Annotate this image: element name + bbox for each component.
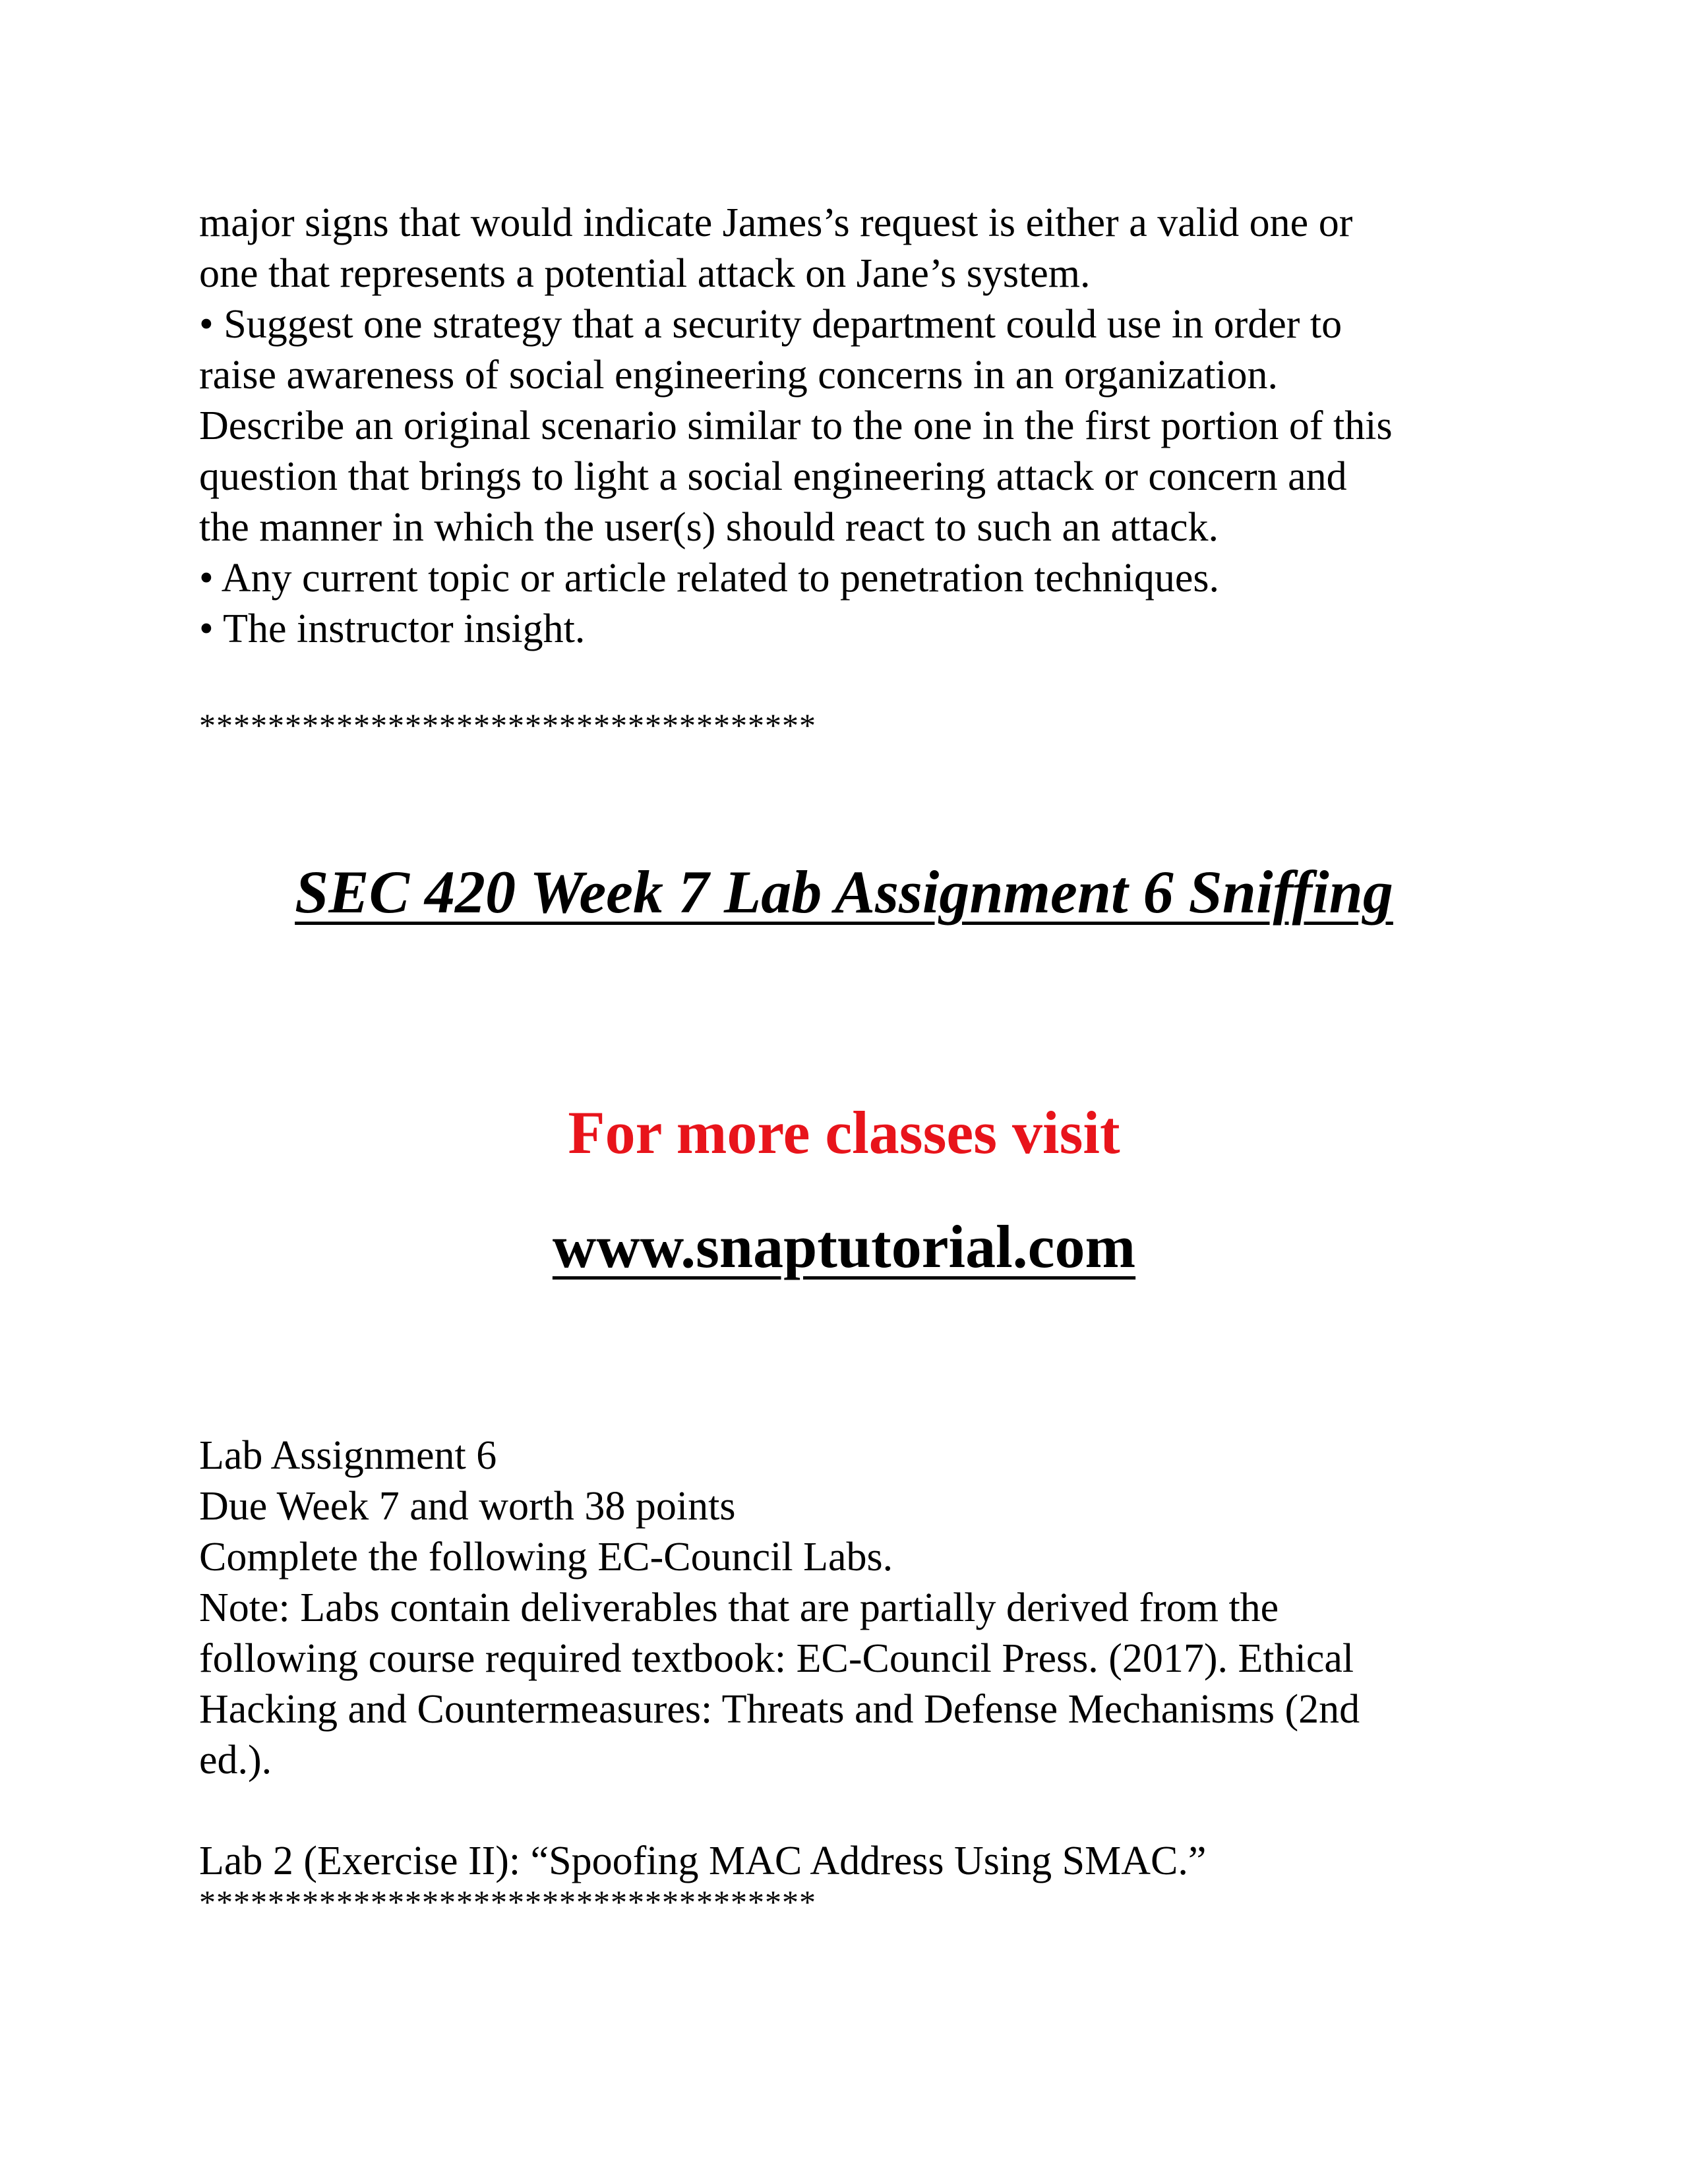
intro-bullet-line: • Suggest one strategy that a security department could use in order to xyxy=(199,302,1342,347)
assignment-line: Due Week 7 and worth 38 points xyxy=(199,1484,736,1529)
promo-text: For more classes visit xyxy=(568,1099,1120,1166)
intro-bullet-line: • Any current topic or article related to penetration techniques. xyxy=(199,556,1220,601)
page-title: SEC 420 Week 7 Lab Assignment 6 Sniffing xyxy=(295,858,1393,926)
intro-paragraph xyxy=(199,198,1518,655)
assignment-line: Hacking and Countermeasures: Threats and Defense Mechanisms (2nd xyxy=(199,1687,1360,1732)
intro-bullet-line: • The instructor insight. xyxy=(199,606,586,651)
assignment-line: Complete the following EC-Council Labs. xyxy=(199,1535,893,1579)
assignment-line: ed.). xyxy=(199,1738,272,1783)
assignment-line: Note: Labs contain deliverables that are partially derived from the xyxy=(199,1585,1279,1630)
assignment-paragraph xyxy=(199,1431,1518,1786)
intro-line: Describe an original scenario similar to the one in the first portion of this xyxy=(199,403,1393,448)
intro-line: one that represents a potential attack on Jane’s system. xyxy=(199,251,1091,296)
separator-top: ************************************ xyxy=(199,707,816,744)
lab-line: Lab 2 (Exercise II): “Spoofing MAC Address Using SMAC.” xyxy=(199,1839,1207,1883)
intro-line: major signs that would indicate James’s request is either a valid one or xyxy=(199,200,1353,245)
separator-bottom: ************************************ xyxy=(199,1883,816,1920)
assignment-line: Lab Assignment 6 xyxy=(199,1433,497,1478)
assignment-line: following course required textbook: EC-Council Press. (2017). Ethical xyxy=(199,1636,1354,1681)
website-link[interactable]: www.snaptutorial.com xyxy=(552,1213,1136,1280)
intro-line: raise awareness of social engineering concerns in an organization. xyxy=(199,353,1279,398)
intro-line: the manner in which the user(s) should react to such an attack. xyxy=(199,505,1219,550)
intro-line: question that brings to light a social engineering attack or concern and xyxy=(199,454,1347,499)
